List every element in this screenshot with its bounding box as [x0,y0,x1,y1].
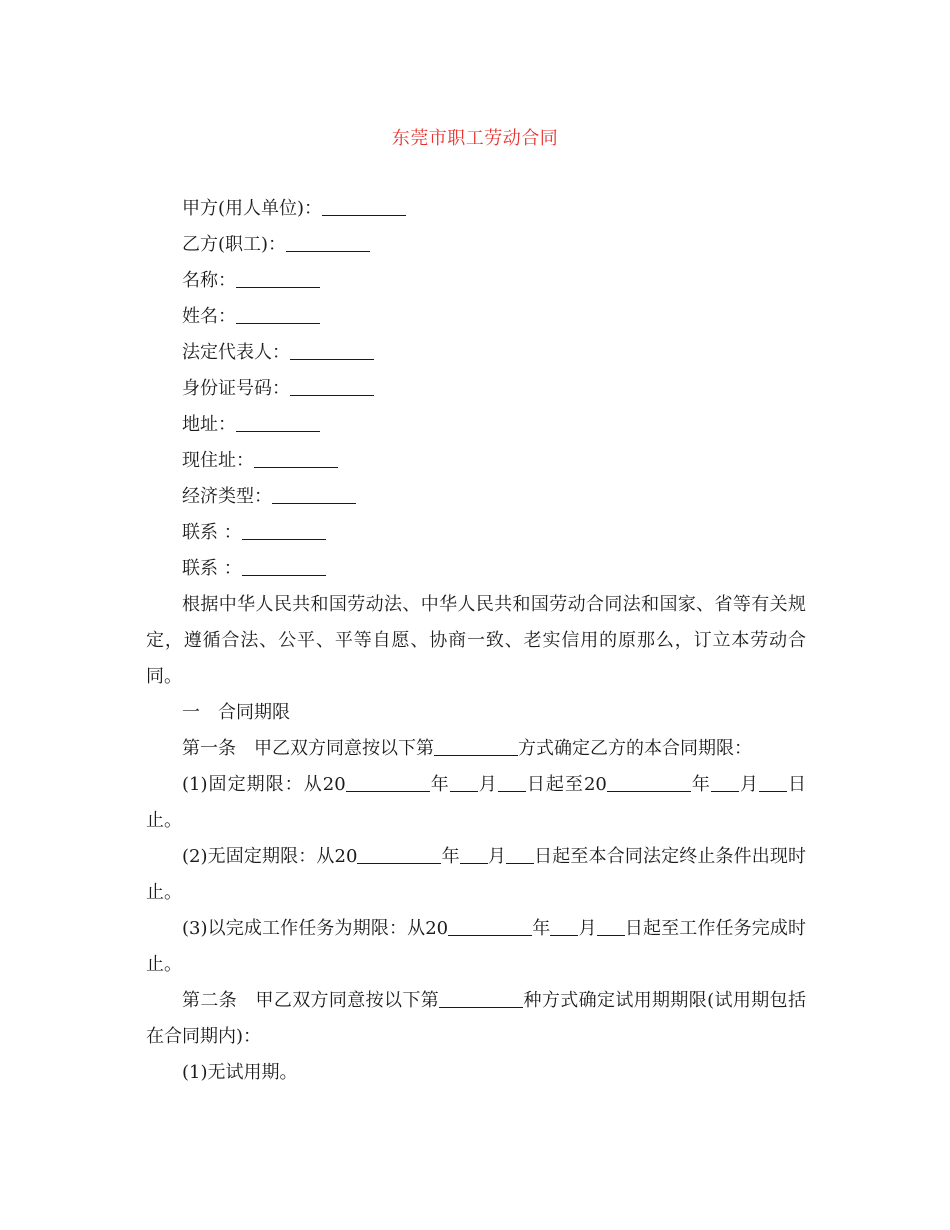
option-text: 日起至工作任务完成时止。 [146,918,807,975]
option-text: 月 [477,774,498,795]
article-text: 第一条 甲乙双方同意按以下第 [182,738,434,759]
blank-field[interactable] [236,413,320,432]
option-text: 年 [429,774,450,795]
document-body [146,191,806,1091]
article-text: 方式确定乙方的本合同期限： [518,738,752,759]
field-contact-1 [146,515,806,551]
option-text: 日起至本合同法定终止条件出现时止。 [146,846,807,903]
field-person-name [146,299,806,335]
option-text: 日止。 [146,774,807,831]
blank-field[interactable] [286,233,370,252]
field-name [146,263,806,299]
blank-field[interactable] [242,521,326,540]
option-text: (1)固定期限：从20 [182,774,346,795]
blank-field[interactable] [434,737,518,756]
blank-field[interactable] [498,773,526,792]
field-label: 身份证号码： [182,378,290,399]
option-text: 年 [690,774,711,795]
option-text: 日起至20 [525,774,607,795]
blank-field[interactable] [322,197,406,216]
field-label: 乙方(职工)： [182,234,287,255]
field-party-b [146,227,806,263]
field-label: 地址： [182,414,236,435]
field-label: 法定代表人： [182,342,290,363]
blank-field[interactable] [254,449,338,468]
blank-field[interactable] [236,305,320,324]
blank-field[interactable] [346,773,430,792]
field-label: 经济类型： [182,486,272,507]
blank-field[interactable] [448,917,532,936]
field-label: 甲方(用人单位)： [182,198,323,219]
blank-field[interactable] [450,773,478,792]
field-id-number [146,371,806,407]
blank-field[interactable] [460,845,488,864]
option-text: 月 [578,918,597,939]
document-title: 东莞市职工劳动合同 [391,128,559,149]
field-label: 名称： [182,270,236,291]
option-text: 月 [487,846,507,867]
article-2 [146,983,806,1055]
blank-field[interactable] [550,917,578,936]
field-label: 联系 ： [182,522,242,543]
option-text: 年 [441,846,460,867]
field-label: 现住址： [182,450,254,471]
term-option-3 [146,911,806,983]
blank-field[interactable] [272,485,356,504]
field-contact-2 [146,551,806,587]
field-current-address [146,443,806,479]
blank-field[interactable] [290,377,374,396]
term-option-1 [146,767,806,839]
blank-field[interactable] [607,773,691,792]
article-text: 第二条 甲乙双方同意按以下第 [182,990,440,1011]
blank-field[interactable] [357,845,441,864]
field-party-a [146,191,806,227]
blank-field[interactable] [597,917,625,936]
blank-field[interactable] [236,269,320,288]
field-economic-type [146,479,806,515]
blank-field[interactable] [242,557,326,576]
field-label: 联系 ： [182,558,242,579]
term-option-2 [146,839,806,911]
blank-field[interactable] [711,773,739,792]
option-text: 月 [738,774,760,795]
field-label: 姓名： [182,306,236,327]
blank-field[interactable] [506,845,534,864]
article-text: 种方式确定试用期期限(试用期包括在合同期内)： [146,990,806,1047]
probation-option-1: (1)无试用期。 [182,1062,298,1083]
blank-field[interactable] [290,341,374,360]
option-text: (2)无固定期限：从20 [182,846,358,867]
article-1 [146,731,806,767]
blank-field[interactable] [759,773,787,792]
field-legal-rep [146,335,806,371]
option-text: (3)以完成工作任务为期限：从20 [182,918,449,939]
section-heading: 一 合同期限 [182,702,290,723]
intro-paragraph: 根据中华人民共和国劳动法、中华人民共和国劳动合同法和国家、省等有关规定，遵循合法、公平、平等自愿、协商一致、老实信用的原那么，订立本劳动合同。 [146,594,806,687]
option-text: 年 [532,918,551,939]
blank-field[interactable] [439,989,523,1008]
field-address [146,407,806,443]
